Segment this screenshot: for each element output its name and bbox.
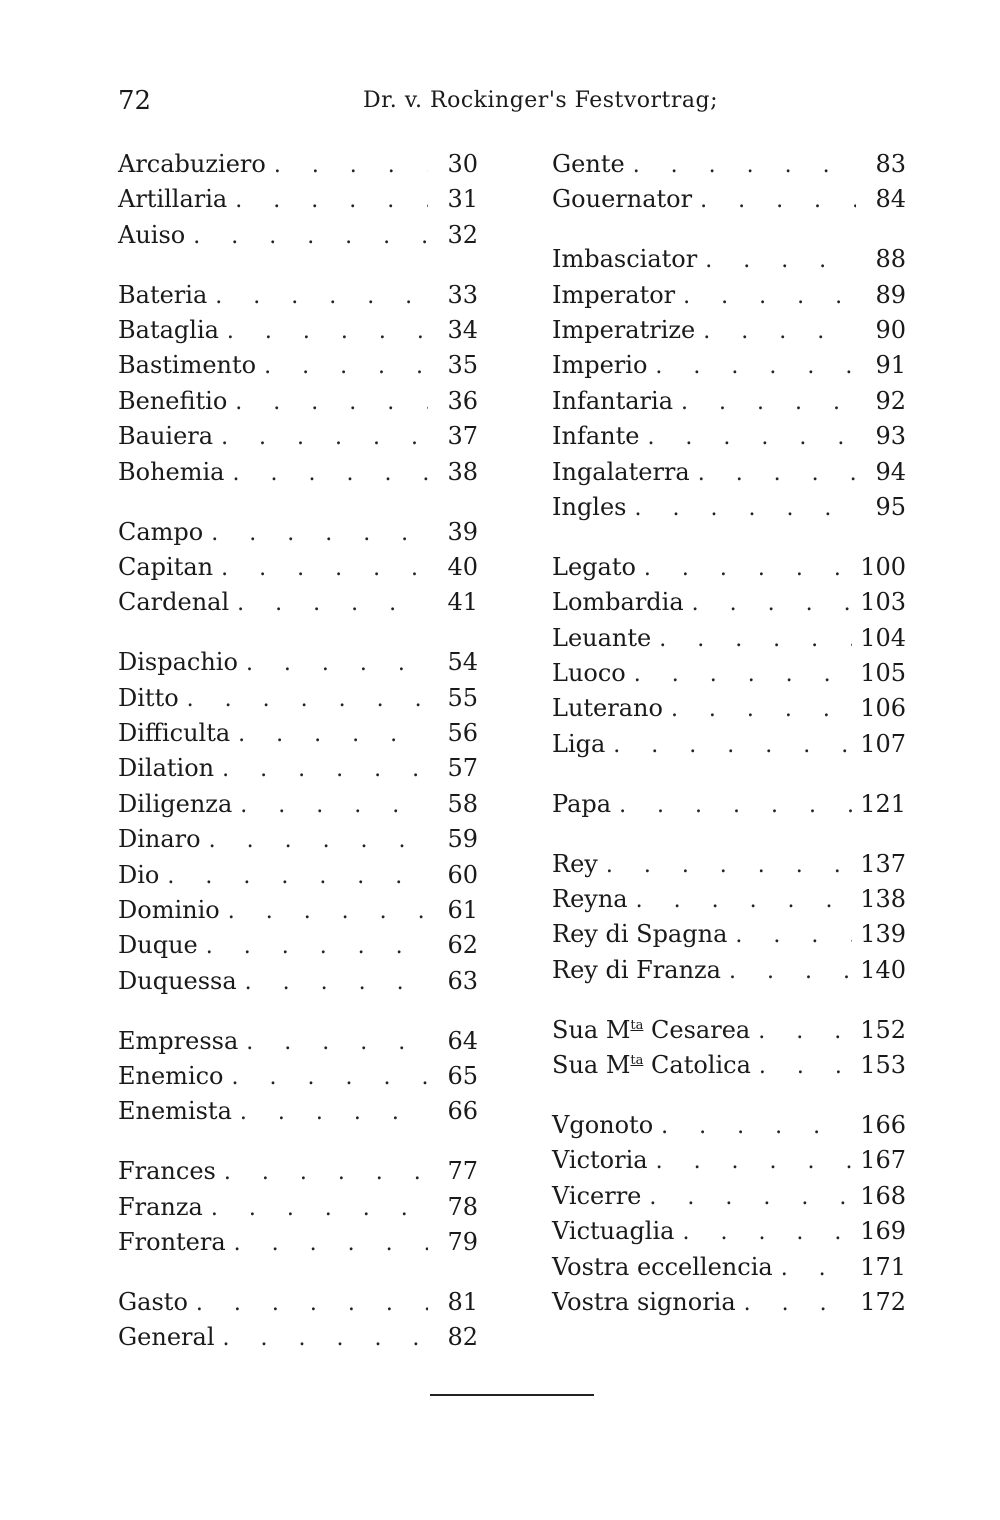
index-page-number: 91 <box>875 351 906 380</box>
index-term: Frances <box>118 1157 216 1186</box>
index-entry <box>118 1027 478 1062</box>
index-term: Gouernator <box>552 185 693 214</box>
index-term: Rey <box>552 849 598 878</box>
index-page-number: 92 <box>875 386 906 415</box>
index-term: Bateria <box>118 280 208 309</box>
dot-leader <box>647 425 856 450</box>
index-term: Dinaro <box>118 825 201 854</box>
abbreviation-superscript: ta <box>630 1017 644 1033</box>
index-page-number: 65 <box>447 1061 478 1090</box>
index-entry <box>552 694 906 729</box>
index-term: Imbasciator <box>552 245 698 274</box>
dot-leader <box>235 188 428 213</box>
index-entry <box>118 1157 478 1192</box>
index-term: Legato <box>552 552 636 581</box>
index-page-number: 31 <box>447 185 478 214</box>
page-header <box>118 86 908 126</box>
index-entry <box>118 1323 478 1358</box>
index-term: Empressa <box>118 1026 239 1055</box>
dot-leader <box>661 1114 852 1139</box>
index-page-number: 58 <box>447 789 478 818</box>
index-entry <box>552 553 906 588</box>
index-page-number: 106 <box>860 694 906 723</box>
dot-leader <box>228 899 428 924</box>
index-page-number: 64 <box>447 1026 478 1055</box>
dot-leader <box>237 591 428 616</box>
index-page-number: 104 <box>860 623 906 652</box>
dot-leader <box>235 390 428 415</box>
index-entry <box>552 387 906 422</box>
dot-leader <box>619 793 852 818</box>
index-page-number: 55 <box>447 683 478 712</box>
index-entry <box>552 730 906 765</box>
running-head: Dr. v. Rockinger's Festvortrag; <box>363 88 719 113</box>
index-entry <box>552 281 906 316</box>
index-entry <box>552 1111 906 1146</box>
index-page-number: 94 <box>875 457 906 486</box>
index-page-number: 168 <box>860 1181 906 1210</box>
index-entry <box>552 1016 906 1051</box>
index-term: Liga <box>552 729 606 758</box>
index-page-number: 32 <box>447 220 478 249</box>
index-term: General <box>118 1323 215 1352</box>
dot-leader <box>659 627 852 652</box>
index-page-number: 79 <box>447 1228 478 1257</box>
index-term: Luterano <box>552 694 663 723</box>
index-term: Imperatrize <box>552 316 696 345</box>
index-term: Difficulta <box>118 718 231 747</box>
index-term: Franza <box>118 1192 203 1221</box>
index-entry <box>118 387 478 422</box>
index-page-number: 169 <box>860 1217 906 1246</box>
index-entry <box>118 1062 478 1097</box>
index-entry <box>118 553 478 588</box>
index-term: Duquessa <box>118 966 237 995</box>
index-entry <box>552 150 906 185</box>
index-entry <box>118 351 478 386</box>
index-entry <box>552 850 906 885</box>
dot-leader <box>224 1160 428 1185</box>
dot-leader <box>681 390 856 415</box>
index-entry <box>118 1228 478 1263</box>
index-page-number: 66 <box>447 1097 478 1126</box>
index-page-number: 78 <box>447 1192 478 1221</box>
index-entry <box>118 1193 478 1228</box>
index-page-number: 172 <box>860 1287 906 1316</box>
index-term: Sua $M^{ta}$ Cesarea <box>552 1015 751 1044</box>
abbreviation-superscript: ta <box>630 1053 644 1069</box>
index-page-number: 81 <box>447 1287 478 1316</box>
index-term: Auiso <box>118 220 186 249</box>
index-page-number: 166 <box>860 1110 906 1139</box>
index-term: Arcabuziero <box>118 150 266 178</box>
index-term: Ingles <box>552 493 627 522</box>
index-page-number: 61 <box>447 895 478 924</box>
index-page-number: 84 <box>875 185 906 214</box>
index-page-number: 138 <box>860 885 906 914</box>
index-page-number: 60 <box>447 860 478 889</box>
index-term: Artillaria <box>118 185 228 214</box>
index-entry <box>552 245 906 280</box>
index-page-number: 33 <box>447 280 478 309</box>
dot-leader <box>692 591 853 616</box>
index-entry <box>118 896 478 931</box>
index-term: Diligenza <box>118 789 233 818</box>
index-term: Duque <box>118 931 198 960</box>
index-entry <box>552 790 906 825</box>
index-entry <box>552 885 906 920</box>
index-page-number: 36 <box>447 386 478 415</box>
index-entry <box>552 351 906 386</box>
dot-leader <box>698 461 856 486</box>
dot-leader <box>636 888 853 913</box>
index-page-number: 30 <box>447 150 478 178</box>
dot-leader <box>232 1065 428 1090</box>
index-term: Gasto <box>118 1287 188 1316</box>
index-page-number: 54 <box>447 648 478 677</box>
index-term: Dilation <box>118 754 215 783</box>
index-page-number: 40 <box>447 552 478 581</box>
index-page-number: 103 <box>860 588 906 617</box>
dot-leader <box>735 923 852 948</box>
dot-leader <box>206 934 428 959</box>
dot-leader <box>705 248 856 273</box>
index-entry <box>118 316 478 351</box>
dot-leader <box>233 461 429 486</box>
dot-leader <box>240 1100 428 1125</box>
index-page-number: 56 <box>447 718 478 747</box>
index-entry <box>552 185 906 220</box>
index-entry <box>552 956 906 991</box>
index-page-number: 137 <box>860 849 906 878</box>
dot-leader <box>221 556 428 581</box>
index-entry <box>118 422 478 457</box>
index-entry <box>118 790 478 825</box>
index-term: Rey di Franza <box>552 955 721 984</box>
index-term: Victoria <box>552 1146 648 1175</box>
index-entry <box>118 719 478 754</box>
dot-leader <box>655 354 856 379</box>
dot-leader <box>238 722 428 747</box>
index-term: Dispachio <box>118 648 238 677</box>
index-entry <box>552 1051 906 1086</box>
dot-leader <box>167 864 428 889</box>
dot-leader <box>729 959 852 984</box>
page-number: 72 <box>118 86 152 116</box>
index-page-number: 41 <box>447 588 478 617</box>
index-page-number: 77 <box>447 1157 478 1186</box>
index-term: Bauiera <box>118 422 214 451</box>
dot-leader <box>274 153 428 178</box>
index-page-number: 37 <box>447 422 478 451</box>
index-entry <box>552 1217 906 1252</box>
index-page-number: 62 <box>447 931 478 960</box>
dot-leader <box>223 1326 429 1351</box>
index-term: Lombardia <box>552 588 684 617</box>
index-page-number: 167 <box>860 1146 906 1175</box>
dot-leader <box>613 733 852 758</box>
index-term: Bataglia <box>118 316 219 345</box>
index-entry <box>552 1288 906 1323</box>
index-entry <box>118 1288 478 1323</box>
index-entry <box>118 281 478 316</box>
index-term: Luoco <box>552 659 626 688</box>
index-entry <box>118 825 478 860</box>
index-entry <box>118 684 478 719</box>
dot-leader <box>211 521 428 546</box>
dot-leader <box>246 651 428 676</box>
index-page-number: 38 <box>447 457 478 486</box>
dot-leader <box>682 1220 852 1245</box>
dot-leader <box>649 1185 852 1210</box>
index-entry <box>552 458 906 493</box>
index-term: Victuaglia <box>552 1217 675 1246</box>
dot-leader <box>759 1054 852 1079</box>
index-term: Enemico <box>118 1061 224 1090</box>
dot-leader <box>606 853 852 878</box>
index-term: Campo <box>118 517 204 546</box>
index-term: Ingalaterra <box>552 457 690 486</box>
index-page-number: 89 <box>875 280 906 309</box>
index-term: Imperator <box>552 280 676 309</box>
index-term: Papa <box>552 789 612 818</box>
dot-leader <box>215 284 428 309</box>
index-page-number: 153 <box>860 1051 906 1080</box>
dot-leader <box>234 1231 428 1256</box>
dot-leader <box>781 1256 853 1281</box>
index-page-number: 171 <box>860 1252 906 1281</box>
index-entry <box>552 920 906 955</box>
index-term: Sua $M^{ta}$ Catolica <box>552 1051 751 1080</box>
dot-leader <box>633 153 856 178</box>
dot-leader <box>227 319 428 344</box>
index-entry <box>118 458 478 493</box>
dot-leader <box>240 793 428 818</box>
dot-leader <box>193 224 428 249</box>
index-entry <box>552 493 906 528</box>
index-term: Vgonoto <box>552 1110 654 1139</box>
index-term: Benefitio <box>118 386 228 415</box>
index-term: Capitan <box>118 552 214 581</box>
dot-leader <box>222 757 428 782</box>
index-term: Leuante <box>552 623 652 652</box>
index-term: Reyna <box>552 885 628 914</box>
index-term: Bastimento <box>118 351 257 380</box>
index-page-number: 107 <box>860 729 906 758</box>
index-term: Vostra signoria <box>552 1287 736 1316</box>
dot-leader <box>671 697 852 722</box>
index-page-number: 34 <box>447 316 478 345</box>
dot-leader <box>196 1291 428 1316</box>
index-term: Enemista <box>118 1097 232 1126</box>
index-term: Frontera <box>118 1228 226 1257</box>
index-entry <box>118 648 478 683</box>
index-term: Bohemia <box>118 457 225 486</box>
dot-leader <box>211 1196 428 1221</box>
index-entry <box>118 931 478 966</box>
dot-leader <box>209 828 428 853</box>
index-page-number: 35 <box>447 351 478 380</box>
index-term: Vostra eccellencia <box>552 1252 773 1281</box>
index-term: Rey di Spagna <box>552 920 728 949</box>
dot-leader <box>656 1149 853 1174</box>
dot-leader <box>634 662 852 687</box>
index-entry <box>118 754 478 789</box>
index-term: Dominio <box>118 895 220 924</box>
index-entry <box>552 1182 906 1217</box>
index-term: Imperio <box>552 351 648 380</box>
index-page-number: 140 <box>860 955 906 984</box>
index-entry <box>118 518 478 553</box>
index-entry <box>552 1146 906 1181</box>
index-page-number: 93 <box>875 422 906 451</box>
dot-leader <box>246 1030 428 1055</box>
index-page-number: 63 <box>447 966 478 995</box>
dot-leader <box>744 1291 853 1316</box>
index-entry <box>118 588 478 623</box>
index-page-number: 59 <box>447 825 478 854</box>
index-page-number: 139 <box>860 920 906 949</box>
index-page-number: 121 <box>860 789 906 818</box>
index-entry <box>118 1097 478 1132</box>
index-term: Infante <box>552 422 640 451</box>
dot-leader <box>187 687 428 712</box>
index-entry <box>552 588 906 623</box>
dot-leader <box>635 496 857 521</box>
index-page-number: 88 <box>875 245 906 274</box>
index-page-number: 95 <box>875 493 906 522</box>
index-page-number: 83 <box>875 150 906 178</box>
dot-leader <box>644 556 852 581</box>
index-page-number: 105 <box>860 659 906 688</box>
index-entry <box>118 967 478 1002</box>
index-term: Infantaria <box>552 386 673 415</box>
dot-leader <box>683 284 856 309</box>
index-term: Dio <box>118 860 160 889</box>
index-term: Vicerre <box>552 1181 642 1210</box>
index-entry <box>552 624 906 659</box>
index-term: Ditto <box>118 683 179 712</box>
index-entry <box>118 861 478 896</box>
index-entry <box>552 659 906 694</box>
index-page-number: 82 <box>447 1323 478 1352</box>
index-entry <box>118 221 478 256</box>
index-column-right <box>552 150 906 1323</box>
closing-rule <box>430 1394 594 1396</box>
index-page-number: 152 <box>860 1015 906 1044</box>
dot-leader <box>700 188 856 213</box>
index-term: Gente <box>552 150 625 178</box>
dot-leader <box>703 319 856 344</box>
index-term: Cardenal <box>118 588 230 617</box>
dot-leader <box>221 425 428 450</box>
index-entry <box>118 185 478 220</box>
index-entry <box>552 316 906 351</box>
index-entry <box>552 422 906 457</box>
dot-leader <box>758 1019 852 1044</box>
index-page-number: 100 <box>860 552 906 581</box>
index-entry <box>552 1253 906 1288</box>
index-page-number: 39 <box>447 517 478 546</box>
index-column-left <box>118 150 478 1359</box>
index-page-number: 90 <box>875 316 906 345</box>
dot-leader <box>264 354 428 379</box>
index-page-number: 57 <box>447 754 478 783</box>
dot-leader <box>245 970 428 995</box>
index-entry <box>118 150 478 185</box>
